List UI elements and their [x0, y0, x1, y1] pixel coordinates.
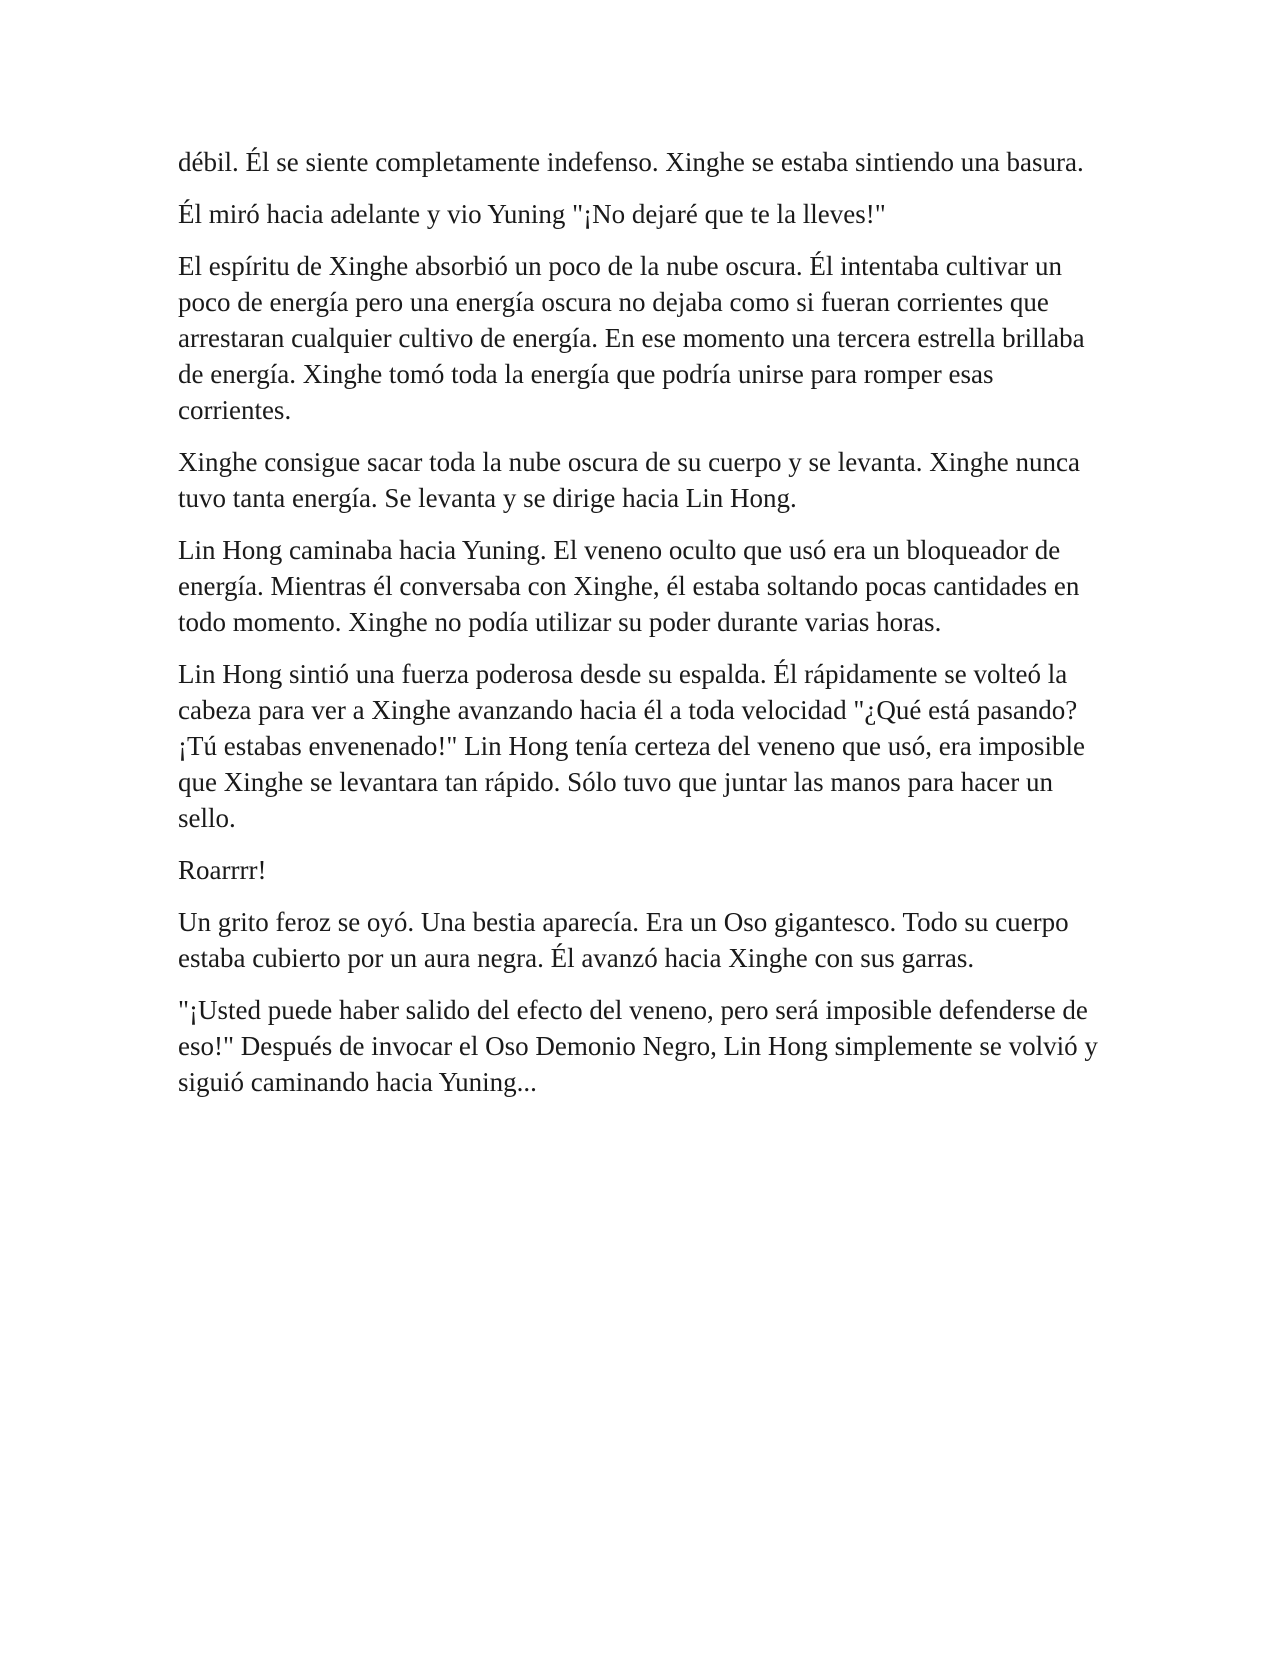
paragraph: Lin Hong caminaba hacia Yuning. El veneno oculto que usó era un bloqueador de energía. Mientras él conversaba con Xinghe, él estaba soltando pocas cantidades en todo momento. Xinghe no podía utilizar su poder durante varias horas. — [178, 535, 1080, 637]
paragraph: Roarrrr! — [178, 855, 267, 885]
paragraph: "¡Usted puede haber salido del efecto del veneno, pero será imposible defenderse de eso!" Después de invocar el Oso Demonio Negro, Lin Hong simplemente se volvió y siguió caminando hacia Yuning... — [178, 995, 1098, 1097]
paragraph: débil. Él se siente completamente indefenso. Xinghe se estaba sintiendo una basura. — [178, 147, 1084, 177]
paragraph: Él miró hacia adelante y vio Yuning "¡No dejaré que te la lleves!" — [178, 199, 886, 229]
document-body — [178, 144, 1108, 1116]
paragraph: Un grito feroz se oyó. Una bestia aparecía. Era un Oso gigantesco. Todo su cuerpo estaba cubierto por un aura negra. Él avanzó hacia Xinghe con sus garras. — [178, 907, 1069, 973]
paragraph: Lin Hong sintió una fuerza poderosa desde su espalda. Él rápidamente se volteó la cabeza para ver a Xinghe avanzando hacia él a toda velocidad "¿Qué está pasando? ¡Tú estabas envenenado!" Lin Hong tenía certeza del veneno que usó, era imposible que Xinghe se levantara tan rápido. Sólo tuvo que juntar las manos para hacer un sello. — [178, 659, 1085, 833]
paragraph: El espíritu de Xinghe absorbió un poco de la nube oscura. Él intentaba cultivar un poco de energía pero una energía oscura no dejaba como si fueran corrientes que arrestaran cualquier cultivo de energía. En ese momento una tercera estrella brillaba de energía. Xinghe tomó toda la energía que podría unirse para romper esas corrientes. — [178, 251, 1085, 425]
paragraph: Xinghe consigue sacar toda la nube oscura de su cuerpo y se levanta. Xinghe nunca tuvo tanta energía. Se levanta y se dirige hacia Lin Hong. — [178, 447, 1080, 513]
